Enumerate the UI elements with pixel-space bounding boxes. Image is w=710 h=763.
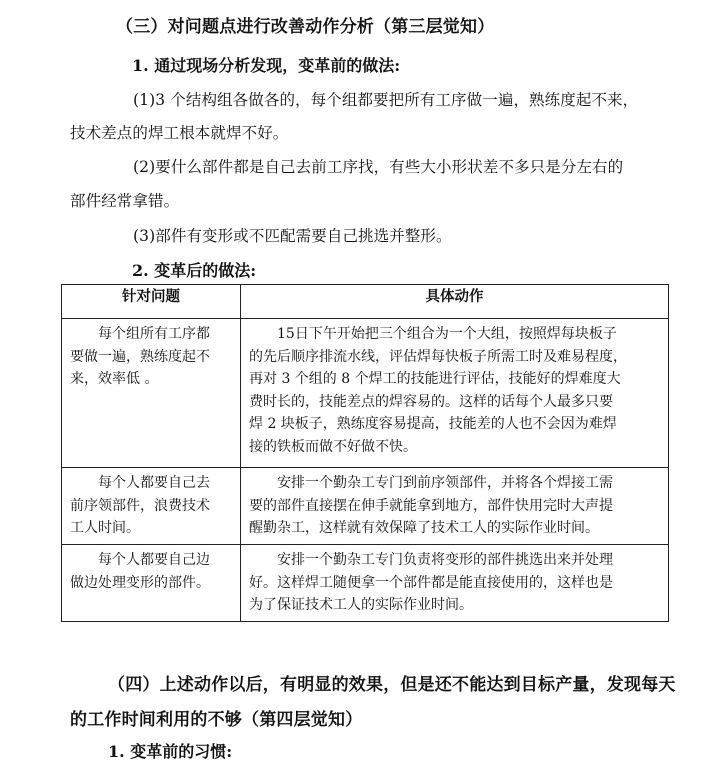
table-cell-action <box>241 319 669 468</box>
cell-line: 来，效率低 。 <box>70 371 159 387</box>
cell-line: 每个组所有工序都 <box>98 326 210 342</box>
cell-line: 的先后顺序排流水线，评估焊每快板子所需工时及难易程度， <box>249 348 627 365</box>
section-4-heading-line-2: 的工作时间利用的不够（第四层觉知） <box>70 710 363 730</box>
section-3-heading: （三）对问题点进行改善动作分析（第三层觉知） <box>116 17 495 37</box>
table-row <box>62 319 669 468</box>
section-3-subheading-after: 2. 变革后的做法: <box>132 261 257 280</box>
cell-line: 再对 3 个组的 8 个焊工的技能进行评估，技能好的焊难度大 <box>249 371 621 387</box>
item-2-line-2: 部件经常拿错。 <box>70 192 180 210</box>
cell-line: 要的部件直接摆在伸手就能拿到地方，部件快用完时大声提 <box>249 497 613 514</box>
table-row <box>62 545 669 622</box>
cell-line: 醒勤杂工，这样就有效保障了技术工人的实际作业时间。 <box>249 520 599 536</box>
section-4-subheading-before: 1. 变革前的习惯: <box>108 742 233 761</box>
cell-line: 前序领部件，浪费技术 <box>70 497 210 514</box>
cell-line: 安排一个勤杂工专门到前序领部件，并将各个焊接工需 <box>277 475 613 491</box>
cell-line: 每个人都要自己边 <box>98 552 210 568</box>
cell-line: 做边处理变形的部件。 <box>70 574 210 591</box>
table-header-action: 具体动作 <box>241 285 669 319</box>
cell-line: 15日下午开始把三个组合为一个大组，按照焊每块板子 <box>277 326 617 342</box>
table-header-problem: 针对问题 <box>62 285 241 319</box>
table-cell-problem <box>62 468 241 545</box>
section-4-heading-line-1: （四）上述动作以后，有明显的效果，但是还不能达到目标产量，发现每天 <box>108 675 676 695</box>
item-1-line-2: 技术差点的焊工根本就焊不好。 <box>70 124 289 142</box>
cell-line: 每个人都要自己去 <box>98 475 210 491</box>
table-row <box>62 468 669 545</box>
measures-table <box>61 284 669 622</box>
cell-line: 安排一个勤杂工专门负责将变形的部件挑选出来并处理 <box>277 552 613 568</box>
cell-line: 焊 2 块板子，熟练度容易提高，技能差的人也不会因为难焊 <box>249 416 617 432</box>
item-1-line-1: (1)3 个结构组各做各的，每个组都要把所有工序做一遍，熟练度起不来， <box>133 91 639 109</box>
table-cell-action <box>241 468 669 545</box>
cell-line: 费时长的，技能差点的焊容易的。这样的话每个人最多只要 <box>249 393 613 410</box>
table-header-row <box>62 285 669 319</box>
cell-line: 为了保证技术工人的实际作业时间。 <box>249 597 473 613</box>
cell-line: 工人时间。 <box>70 520 140 536</box>
cell-line: 接的铁板而做不好做不快。 <box>249 438 417 455</box>
cell-line: 好。这样焊工随便拿一个部件都是能直接使用的，这样也是 <box>249 574 613 591</box>
item-2-line-1: (2)要什么部件都是自己去前工序找，有些大小形状差不多只是分左右的 <box>133 158 624 176</box>
section-3-subheading-before: 1. 通过现场分析发现，变革前的做法: <box>132 56 401 75</box>
table-cell-problem <box>62 319 241 468</box>
cell-line: 要做一遍，熟练度起不 <box>70 348 210 365</box>
table-cell-action <box>241 545 669 622</box>
table-cell-problem <box>62 545 241 622</box>
item-3: (3)部件有变形或不匹配需要自己挑选并整形。 <box>133 227 452 245</box>
